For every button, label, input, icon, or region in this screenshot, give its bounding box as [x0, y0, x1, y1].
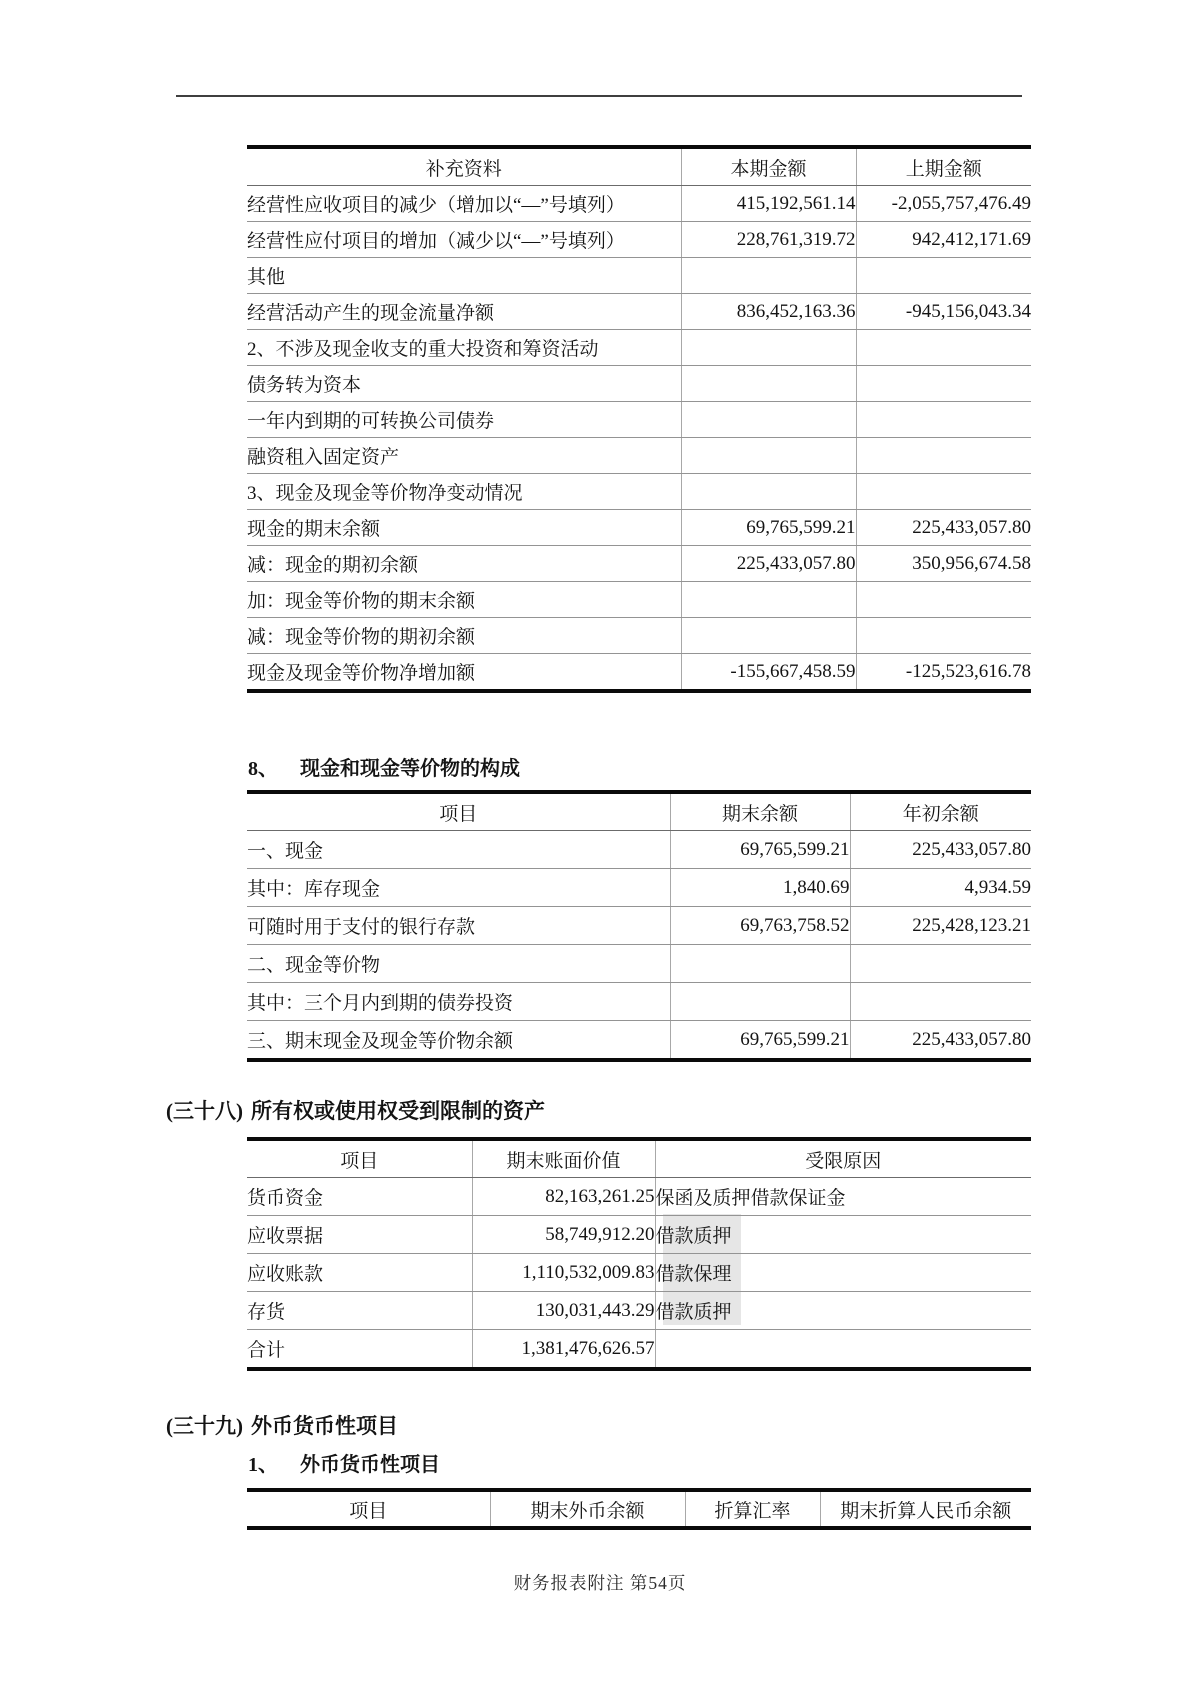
- row-label: 一年内到期的可转换公司债券: [247, 402, 681, 438]
- ending-balance: 69,765,599.21: [670, 1021, 850, 1061]
- supplementary-table: [247, 145, 1031, 693]
- table-row: [247, 546, 1031, 582]
- prior-period-amount: [856, 330, 1031, 366]
- section-number: 8、: [248, 758, 278, 780]
- prior-period-amount: -2,055,757,476.49: [856, 186, 1031, 222]
- ending-balance: [670, 945, 850, 983]
- subsection-number: 1、: [248, 1454, 278, 1476]
- table-row: [247, 510, 1031, 546]
- prior-period-amount: -945,156,043.34: [856, 294, 1031, 330]
- column-header-exchange-rate: 折算汇率: [685, 1490, 820, 1528]
- table-row: [247, 258, 1031, 294]
- subsection-title: 外币货币性项目: [300, 1454, 440, 1476]
- page-header-rule: [176, 95, 1022, 97]
- foreign-currency-table: [247, 1488, 1031, 1530]
- row-label: 减：现金等价物的期初余额: [247, 618, 681, 654]
- section-title: 外币货币性项目: [251, 1414, 398, 1438]
- page-footer: 财务报表附注 第54页: [513, 1573, 687, 1593]
- prior-period-amount: [856, 582, 1031, 618]
- restriction-reason: 借款质押: [655, 1292, 1031, 1330]
- current-period-amount: [681, 258, 856, 294]
- table-row: [247, 1216, 1031, 1254]
- cash-composition-table: [247, 790, 1031, 1062]
- restriction-reason: [655, 1330, 1031, 1370]
- row-label: 加：现金等价物的期末余额: [247, 582, 681, 618]
- row-label: 应收票据: [247, 1216, 472, 1254]
- table-header-row: [247, 147, 1031, 186]
- table-row: [247, 474, 1031, 510]
- table-row: [247, 1330, 1031, 1370]
- restriction-reason: 借款保理: [655, 1254, 1031, 1292]
- ending-balance: 69,763,758.52: [670, 907, 850, 945]
- cash-composition-table-wrap: [247, 790, 1031, 1062]
- column-header-item: 项目: [247, 1490, 490, 1528]
- ending-book-value: 1,110,532,009.83: [472, 1254, 655, 1292]
- section-title: 所有权或使用权受到限制的资产: [251, 1099, 545, 1123]
- row-label: 应收账款: [247, 1254, 472, 1292]
- current-period-amount: 836,452,163.36: [681, 294, 856, 330]
- column-header-ending-rmb-balance: 期末折算人民币余额: [820, 1490, 1031, 1528]
- table-row: [247, 1021, 1031, 1061]
- table-header-row: [247, 1490, 1031, 1528]
- ending-balance: 69,765,599.21: [670, 831, 850, 869]
- table-row: [247, 438, 1031, 474]
- table-row: [247, 618, 1031, 654]
- ending-book-value: 58,749,912.20: [472, 1216, 655, 1254]
- beginning-balance: 4,934.59: [850, 869, 1031, 907]
- current-period-amount: 228,761,319.72: [681, 222, 856, 258]
- prior-period-amount: -125,523,616.78: [856, 654, 1031, 692]
- table-row: [247, 330, 1031, 366]
- current-period-amount: [681, 438, 856, 474]
- prior-period-amount: [856, 618, 1031, 654]
- restricted-assets-table-wrap: [247, 1137, 1031, 1371]
- ending-balance: 1,840.69: [670, 869, 850, 907]
- beginning-balance: [850, 945, 1031, 983]
- current-period-amount: [681, 402, 856, 438]
- row-label: 其中：库存现金: [247, 869, 670, 907]
- beginning-balance: [850, 983, 1031, 1021]
- current-period-amount: 415,192,561.14: [681, 186, 856, 222]
- column-header-item: 项目: [247, 792, 670, 831]
- row-label: 其中：三个月内到期的债券投资: [247, 983, 670, 1021]
- beginning-balance: 225,433,057.80: [850, 831, 1031, 869]
- ending-book-value: 82,163,261.25: [472, 1178, 655, 1216]
- current-period-amount: [681, 330, 856, 366]
- ending-book-value: 1,381,476,626.57: [472, 1330, 655, 1370]
- row-label: 可随时用于支付的银行存款: [247, 907, 670, 945]
- row-label: 合计: [247, 1340, 286, 1361]
- row-label: 存货: [247, 1292, 472, 1330]
- ending-book-value: 130,031,443.29: [472, 1292, 655, 1330]
- row-label: 现金及现金等价物净增加额: [247, 663, 476, 684]
- table-row: [247, 1254, 1031, 1292]
- table-row: [247, 983, 1031, 1021]
- column-header-ending-balance: 期末余额: [670, 792, 850, 831]
- row-label: 货币资金: [247, 1178, 472, 1216]
- prior-period-amount: [856, 438, 1031, 474]
- prior-period-amount: 350,956,674.58: [856, 546, 1031, 582]
- current-period-amount: -155,667,458.59: [681, 654, 856, 692]
- table-row: [247, 945, 1031, 983]
- column-header-prior-amount: 上期金额: [856, 147, 1031, 186]
- current-period-amount: 225,433,057.80: [681, 546, 856, 582]
- row-label: 三、期末现金及现金等价物余额: [247, 1031, 514, 1052]
- row-label: 经营性应付项目的增加（减少以“—”号填列）: [247, 222, 681, 258]
- prior-period-amount: [856, 402, 1031, 438]
- prior-period-amount: 942,412,171.69: [856, 222, 1031, 258]
- table-header-row: [247, 1139, 1031, 1178]
- row-label: 减：现金的期初余额: [247, 546, 681, 582]
- table-row: [247, 1292, 1031, 1330]
- current-period-amount: [681, 618, 856, 654]
- restriction-reason: 保函及质押借款保证金: [655, 1178, 1031, 1216]
- beginning-balance: 225,433,057.80: [850, 1021, 1031, 1061]
- column-header-current-amount: 本期金额: [681, 147, 856, 186]
- table-row: [247, 294, 1031, 330]
- section-39-heading: [166, 1410, 398, 1440]
- column-header-beginning-balance: 年初余额: [850, 792, 1031, 831]
- table-header-row: [247, 792, 1031, 831]
- row-label: 一、现金: [247, 831, 670, 869]
- section-39-subheading: [248, 1448, 440, 1477]
- ending-balance: [670, 983, 850, 1021]
- section-number: (三十八): [166, 1099, 243, 1123]
- table-row: [247, 654, 1031, 692]
- beginning-balance: 225,428,123.21: [850, 907, 1031, 945]
- table-row: [247, 582, 1031, 618]
- row-label: 现金的期末余额: [247, 510, 681, 546]
- table-row: [247, 366, 1031, 402]
- row-label: 其他: [247, 258, 681, 294]
- row-label: 经营性应收项目的减少（增加以“—”号填列）: [247, 186, 681, 222]
- row-label: 2、不涉及现金收支的重大投资和筹资活动: [247, 330, 681, 366]
- prior-period-amount: [856, 258, 1031, 294]
- column-header-restriction-reason: 受限原因: [655, 1139, 1031, 1178]
- table-row: [247, 907, 1031, 945]
- current-period-amount: [681, 582, 856, 618]
- table-row: [247, 402, 1031, 438]
- table-row: [247, 831, 1031, 869]
- row-label: 融资租入固定资产: [247, 438, 681, 474]
- restricted-assets-table: [247, 1137, 1031, 1371]
- current-period-amount: [681, 366, 856, 402]
- current-period-amount: [681, 474, 856, 510]
- table-row: [247, 222, 1031, 258]
- section-38-heading: [166, 1095, 545, 1125]
- column-header-item: 项目: [247, 1139, 472, 1178]
- supplementary-table-wrap: [247, 145, 1031, 693]
- column-header-ending-book-value: 期末账面价值: [472, 1139, 655, 1178]
- row-label: 债务转为资本: [247, 366, 681, 402]
- section-title: 现金和现金等价物的构成: [300, 758, 520, 780]
- table-row: [247, 1178, 1031, 1216]
- prior-period-amount: 225,433,057.80: [856, 510, 1031, 546]
- row-label: 经营活动产生的现金流量净额: [247, 294, 681, 330]
- foreign-currency-table-wrap: [247, 1488, 1031, 1530]
- prior-period-amount: [856, 366, 1031, 402]
- restriction-reason: 借款质押: [655, 1216, 1031, 1254]
- row-label: 3、现金及现金等价物净变动情况: [247, 474, 681, 510]
- table-row: [247, 186, 1031, 222]
- column-header-supplementary: 补充资料: [247, 147, 681, 186]
- row-label: 二、现金等价物: [247, 945, 670, 983]
- table-row: [247, 869, 1031, 907]
- prior-period-amount: [856, 474, 1031, 510]
- section-8-heading: [248, 752, 520, 781]
- column-header-ending-foreign-balance: 期末外币余额: [490, 1490, 685, 1528]
- section-number: (三十九): [166, 1414, 243, 1438]
- current-period-amount: 69,765,599.21: [681, 510, 856, 546]
